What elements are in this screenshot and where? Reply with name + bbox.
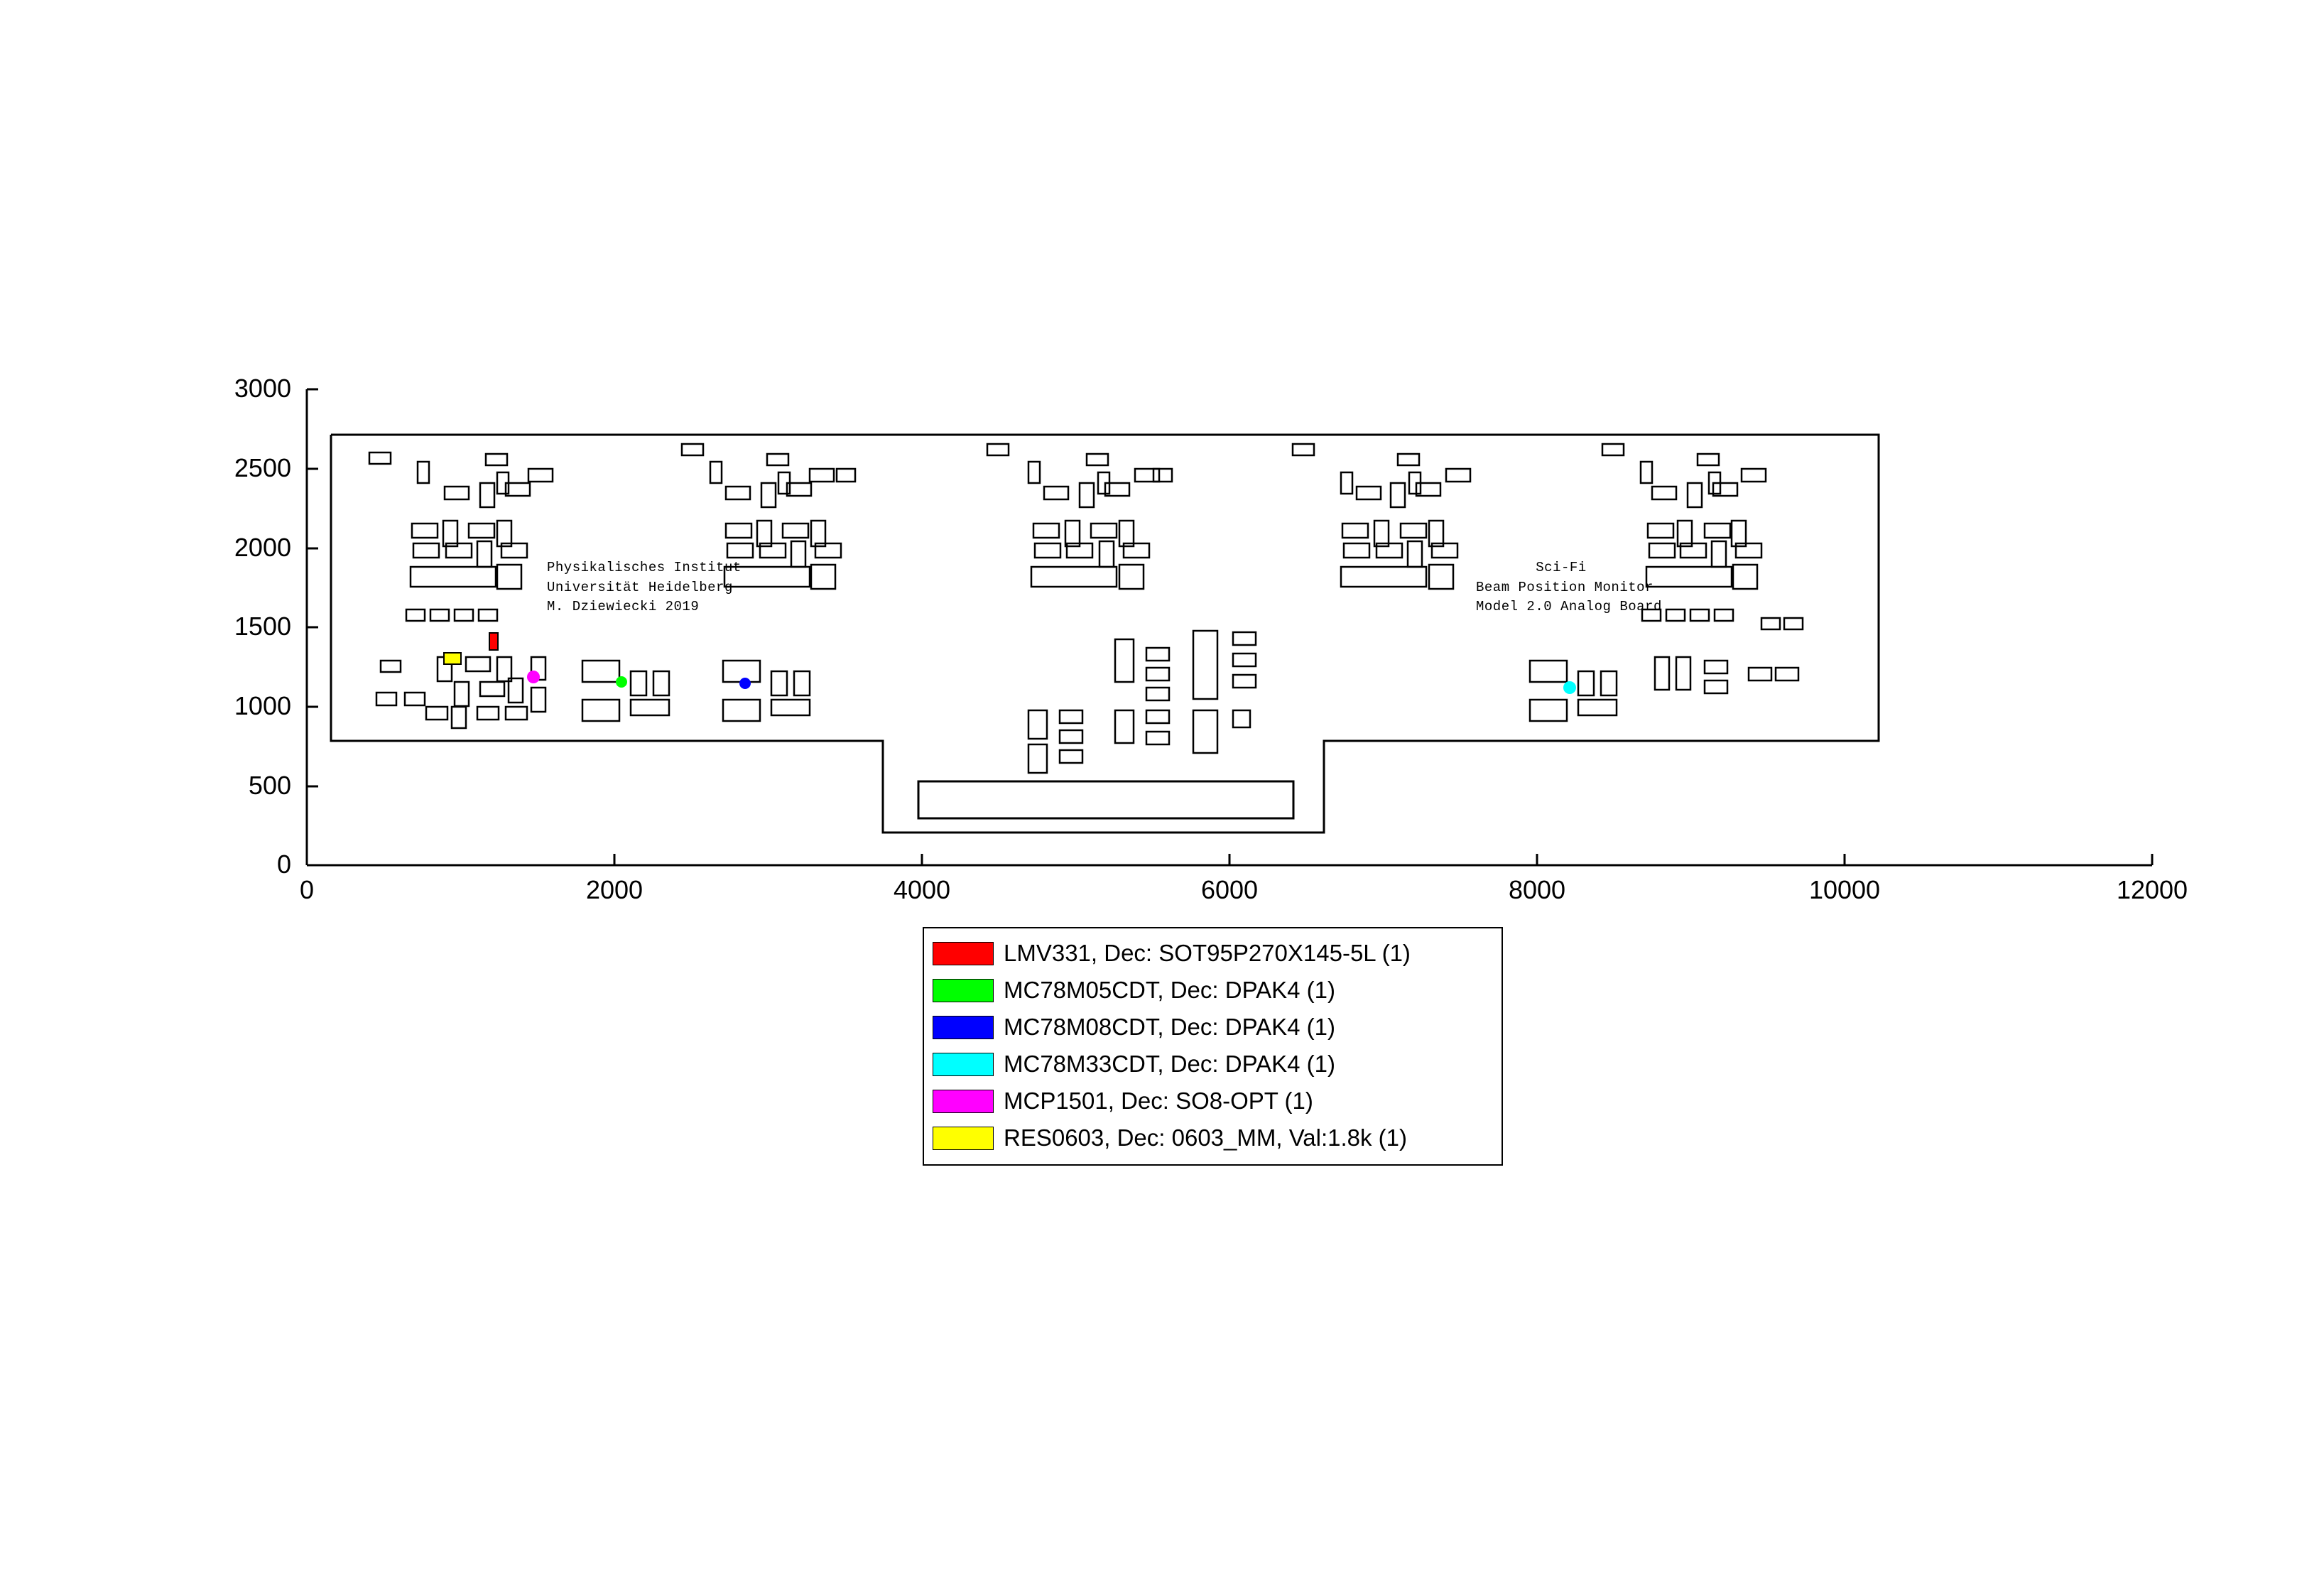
x-tick-8000: 8000	[1508, 875, 1566, 904]
silk-project-line-3: Model 2.0 Analog Board	[1476, 599, 1662, 615]
x-tick-4000: 4000	[893, 875, 951, 904]
silk-institute	[547, 558, 742, 617]
legend-swatch-mc78m33cdt	[933, 1053, 994, 1076]
x-tick-2000: 2000	[585, 875, 644, 904]
y-tick-3000: 3000	[234, 374, 291, 403]
legend-swatch-res0603	[933, 1127, 994, 1150]
legend-entry-res0603[interactable]	[933, 1119, 1493, 1156]
silk-project-line-2: Beam Position Monitor	[1476, 579, 1654, 595]
legend-label-mcp1501: MCP1501, Dec: SO8-OPT (1)	[1004, 1088, 1313, 1114]
component-marker-mc78m33cdt[interactable]	[1563, 681, 1576, 694]
legend-entry-mc78m08cdt[interactable]	[933, 1009, 1493, 1046]
legend-entry-lmv331[interactable]	[933, 935, 1493, 972]
component-marker-lmv331[interactable]	[489, 632, 499, 651]
silk-institute-line-1: Physikalisches Institut	[547, 560, 742, 575]
y-tick-500: 500	[248, 771, 291, 800]
legend-swatch-lmv331	[933, 942, 994, 965]
silk-project-line-1: Sci-Fi	[1536, 560, 1587, 575]
component-marker-res0603[interactable]	[443, 652, 462, 665]
y-tick-1000: 1000	[234, 691, 291, 720]
legend	[923, 927, 1503, 1166]
silk-project	[1476, 558, 1662, 617]
legend-label-mc78m33cdt: MC78M33CDT, Dec: DPAK4 (1)	[1004, 1051, 1336, 1077]
legend-entry-mc78m05cdt[interactable]	[933, 972, 1493, 1009]
silk-institute-line-2: Universität Heidelberg	[547, 579, 733, 595]
y-tick-2500: 2500	[234, 453, 291, 482]
component-marker-mc78m08cdt[interactable]	[739, 678, 751, 689]
x-tick-10000: 10000	[1808, 875, 1881, 904]
component-marker-mc78m05cdt[interactable]	[616, 676, 627, 688]
legend-label-lmv331: LMV331, Dec: SOT95P270X145-5L (1)	[1004, 940, 1411, 966]
legend-label-res0603: RES0603, Dec: 0603_MM, Val:1.8k (1)	[1004, 1124, 1407, 1151]
y-tick-2000: 2000	[234, 533, 291, 562]
x-tick-0: 0	[299, 875, 315, 904]
legend-swatch-mc78m08cdt	[933, 1016, 994, 1039]
silk-institute-line-3: M. Dziewiecki 2019	[547, 599, 700, 615]
y-tick-0: 0	[276, 850, 291, 879]
legend-entry-mc78m33cdt[interactable]	[933, 1046, 1493, 1083]
legend-label-mc78m05cdt: MC78M05CDT, Dec: DPAK4 (1)	[1004, 977, 1336, 1003]
y-tick-1500: 1500	[234, 612, 291, 641]
legend-swatch-mcp1501	[933, 1090, 994, 1113]
x-tick-6000: 6000	[1200, 875, 1259, 904]
legend-label-mc78m08cdt: MC78M08CDT, Dec: DPAK4 (1)	[1004, 1014, 1336, 1040]
legend-swatch-mc78m05cdt	[933, 979, 994, 1002]
component-marker-mcp1501[interactable]	[527, 671, 540, 683]
legend-entry-mcp1501[interactable]	[933, 1083, 1493, 1119]
x-tick-12000: 12000	[2116, 875, 2188, 904]
